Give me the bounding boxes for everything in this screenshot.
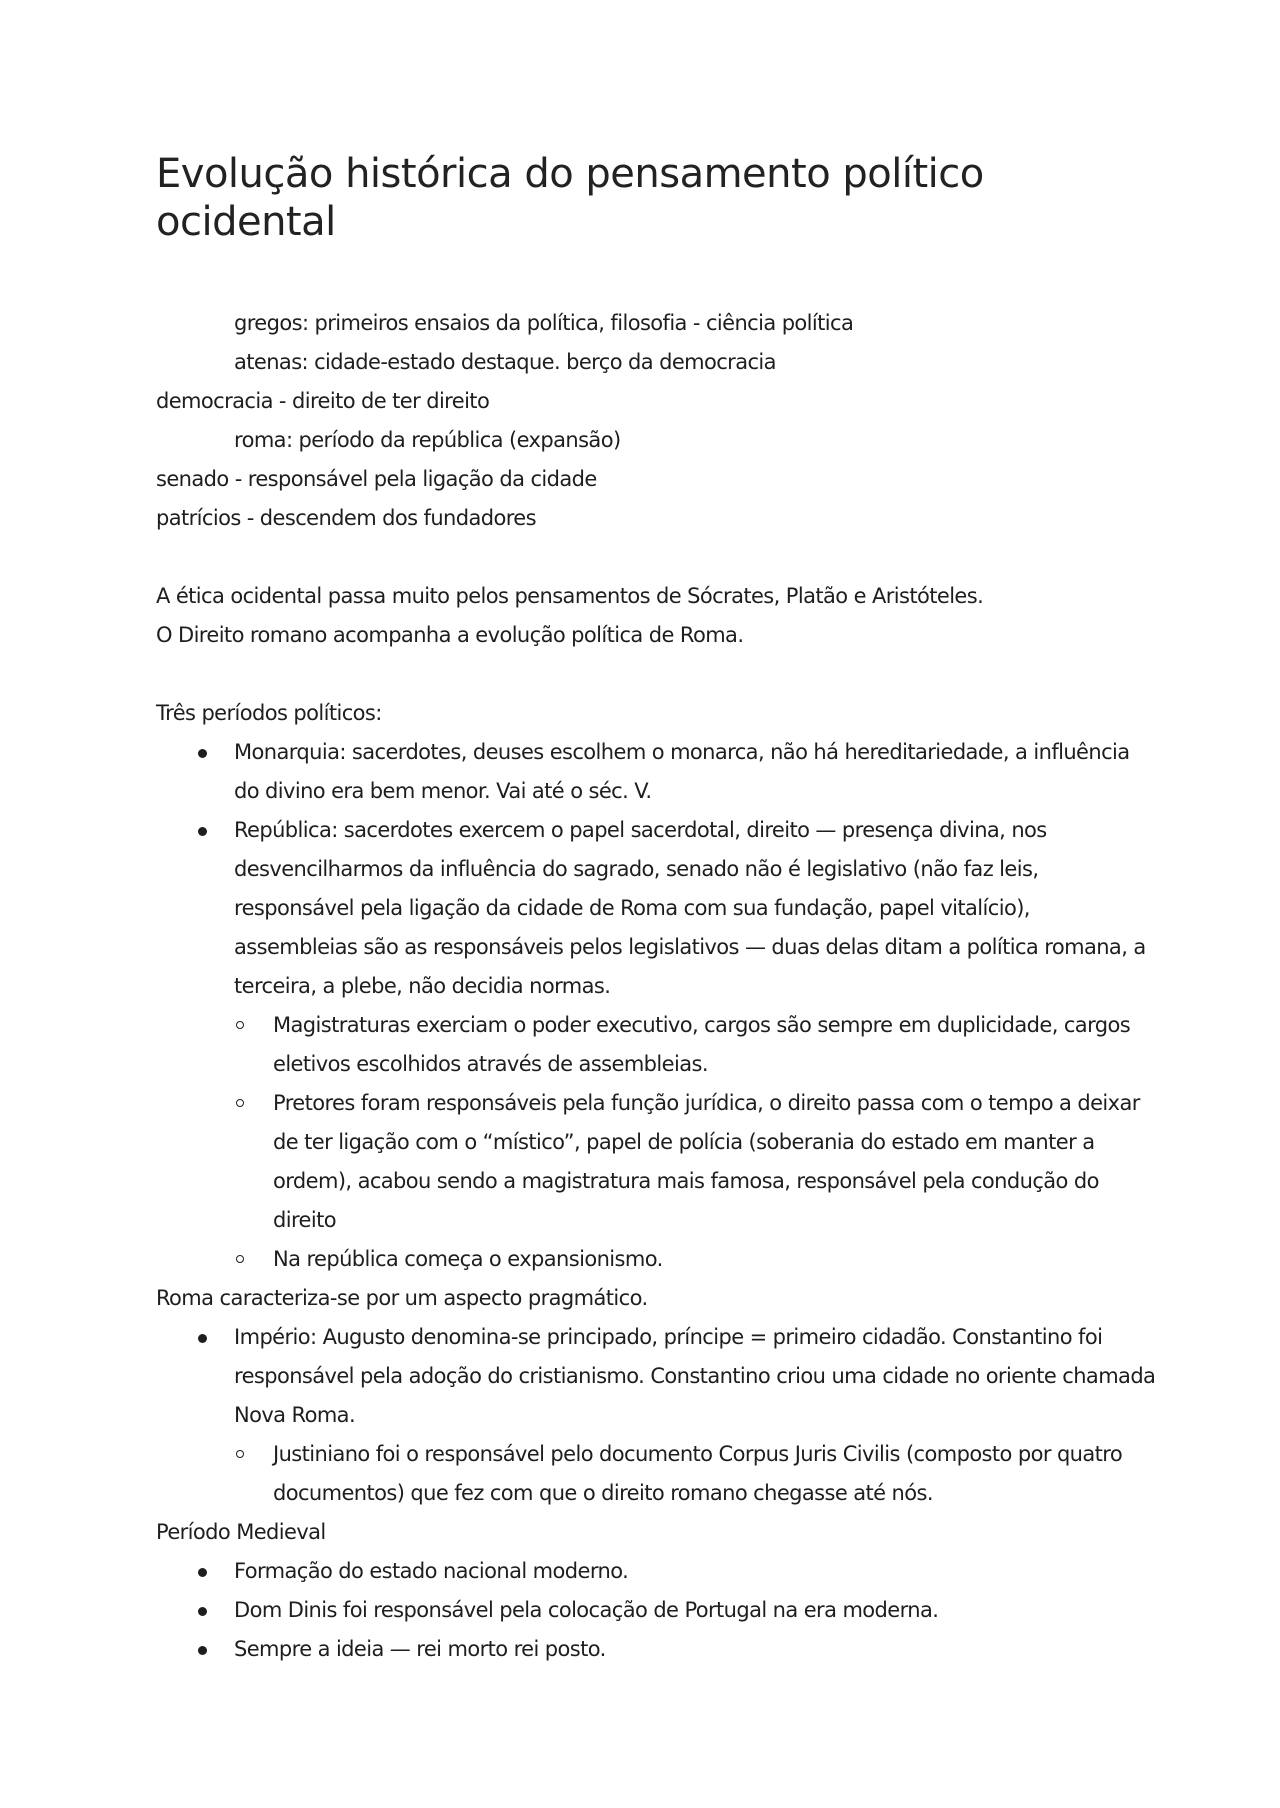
- bullet-icon: [198, 827, 207, 836]
- circle-bullet-icon: [236, 1255, 244, 1263]
- bullet-icon: [198, 1646, 207, 1655]
- list-item-text: República: sacerdotes exercem o papel sacerdotal, direito — presença divina, nos desvencilharmos da influência do sagrado, senado não é legislativo (não faz leis, responsável pela ligação da cidade de Roma com sua fundação, papel vitalício), assembleias são as responsáveis pelos legislativos — duas delas ditam a política romana, a terceira, a plebe, não decidia normas.: [234, 818, 1146, 998]
- bullet-icon: [198, 1568, 207, 1577]
- sub-list-item: [156, 1435, 1156, 1513]
- periods-list: [156, 733, 1156, 1006]
- periods-heading: Três períodos políticos:: [156, 701, 382, 725]
- imperio-sublist: [156, 1435, 1156, 1513]
- list-item: [156, 1591, 1156, 1630]
- paragraph-line: O Direito romano acompanha a evolução política de Roma.: [156, 623, 744, 647]
- list-item-imperio: [156, 1318, 1156, 1435]
- page-title: Evolução histórica do pensamento político ocidental: [156, 151, 984, 245]
- sub-list-item: [156, 1240, 1156, 1279]
- circle-bullet-icon: [236, 1450, 244, 1458]
- list-item-text: Império: Augusto denomina-se principado, príncipe = primeiro cidadão. Constantino foi responsável pela adoção do cristianismo. Constantino criou uma cidade no oriente chamada Nova Roma.: [234, 1325, 1156, 1427]
- circle-bullet-icon: [236, 1099, 244, 1107]
- sub-list-item: [156, 1084, 1156, 1240]
- intro-line: roma: período da república (expansão): [234, 428, 621, 452]
- intro-line: gregos: primeiros ensaios da política, filosofia - ciência política: [234, 311, 854, 335]
- sub-list-item-text: Justiniano foi o responsável pelo documento Corpus Juris Civilis (composto por quatro documentos) que fez com que o direito romano chegasse até nós.: [273, 1442, 1123, 1505]
- bullet-icon: [198, 1607, 207, 1616]
- spacer: [156, 538, 1156, 577]
- intro-line: atenas: cidade-estado destaque. berço da democracia: [234, 350, 776, 374]
- imperio-list: [156, 1318, 1156, 1435]
- republica-sublist: [156, 1006, 1156, 1279]
- list-item-text: Sempre a ideia — rei morto rei posto.: [234, 1637, 606, 1661]
- sub-list-item: [156, 1006, 1156, 1084]
- list-item-monarquia: [156, 733, 1156, 811]
- list-item: [156, 1630, 1156, 1669]
- medieval-heading: Período Medieval: [156, 1520, 326, 1544]
- pragmatic-line: Roma caracteriza-se por um aspecto pragmático.: [156, 1286, 648, 1310]
- intro-line: senado - responsável pela ligação da cidade: [156, 467, 597, 491]
- sub-list-item-text: Na república começa o expansionismo.: [273, 1247, 663, 1271]
- medieval-list: [156, 1552, 1156, 1669]
- list-item-text: Formação do estado nacional moderno.: [234, 1559, 629, 1583]
- sub-list-item-text: Magistraturas exerciam o poder executivo, cargos são sempre em duplicidade, cargos eletivos escolhidos através de assembleias.: [273, 1013, 1131, 1076]
- intro-line: democracia - direito de ter direito: [156, 389, 490, 413]
- list-item-republica: [156, 811, 1156, 1006]
- list-item-text: Monarquia: sacerdotes, deuses escolhem o monarca, não há hereditariedade, a influência do divino era bem menor. Vai até o séc. V.: [234, 740, 1130, 803]
- bullet-icon: [198, 1334, 207, 1343]
- document-content: [156, 150, 1156, 1669]
- spacer: [156, 655, 1156, 694]
- intro-line: patrícios - descendem dos fundadores: [156, 506, 536, 530]
- sub-list-item-text: Pretores foram responsáveis pela função jurídica, o direito passa com o tempo a deixar de ter ligação com o “místico”, papel de polícia (soberania do estado em manter a ordem), acabou sendo a magistratura mais famosa, responsável pela condução do direito: [273, 1091, 1140, 1232]
- list-item-text: Dom Dinis foi responsável pela colocação de Portugal na era moderna.: [234, 1598, 939, 1622]
- list-item: [156, 1552, 1156, 1591]
- paragraph-line: A ética ocidental passa muito pelos pensamentos de Sócrates, Platão e Aristóteles.: [156, 584, 984, 608]
- circle-bullet-icon: [236, 1021, 244, 1029]
- bullet-icon: [198, 749, 207, 758]
